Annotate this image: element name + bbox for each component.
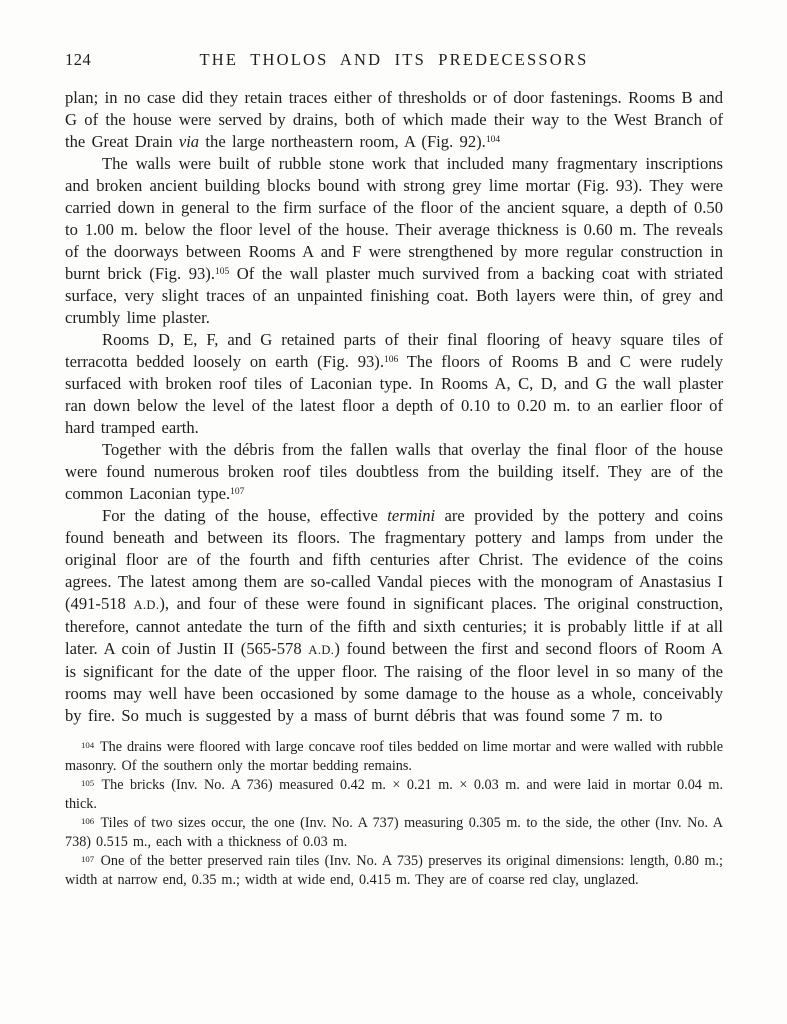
paragraph-3 — [65, 329, 723, 439]
footnote-107 — [65, 852, 723, 890]
paragraph-text: plan; in no case did they retain traces either of thresholds or of door fastenings. Rooms B and G of the house were served by drains, both of which made their way to the West Branch of the Great Drain — [65, 88, 723, 151]
footnote-text: The drains were floored with large concave roof tiles bedded on lime mortar and were walled with rubble masonry. Of the southern only the mortar bedding remains. — [65, 739, 723, 774]
footnote-text: The bricks (Inv. No. A 736) measured 0.42 m. × 0.21 m. × 0.03 m. and were laid in mortar 0.04 m. thick. — [65, 777, 723, 812]
footnote-ref-105: 105 — [214, 267, 230, 277]
footnote-106 — [65, 814, 723, 852]
paragraph-5 — [65, 505, 723, 727]
paragraph-text: are provided by the pottery and coins found beneath and between its floors. The fragmentary pottery and lamps from under the original floor are of the fourth and fifth centuries after Christ. The evidence of the coins agrees. The latest among them are so-called Vandal pieces with the monogram of Anastasius I (491-518 — [65, 506, 723, 613]
footnote-text: Tiles of two sizes occur, the one (Inv. No. A 737) measuring 0.305 m. to the side, the other (Inv. No. A 738) 0.515 m., each with a thickness of 0.03 m. — [65, 815, 723, 850]
paragraph-text: The floors of Rooms B and C were rudely surfaced with broken roof tiles of Laconian type. In Rooms A, C, D, and G the wall plaster ran down below the level of the latest floor a depth of 0.10 to 0.20 m. to an earlier floor of hard tramped earth. — [65, 352, 723, 437]
page-number: 124 — [65, 50, 92, 69]
footnote-ref-104: 104 — [485, 135, 501, 145]
footnote-ref-106: 106 — [383, 355, 399, 365]
paragraph-text: Rooms D, E, F, and G retained parts of their final flooring of heavy square tiles of terracotta bedded loosely on earth (Fig. 93). — [65, 330, 723, 371]
paragraph-text: Together with the débris from the fallen walls that overlay the final floor of the house were found numerous broken roof tiles doubtless from the building itself. They are of the common Laconian type. — [65, 440, 723, 503]
footnote-number: 107 — [81, 853, 95, 864]
footnote-number: 105 — [81, 777, 95, 788]
footnote-number: 104 — [81, 739, 95, 750]
paragraph-2 — [65, 153, 723, 329]
footnote-number: 106 — [81, 815, 95, 826]
footnote-105 — [65, 776, 723, 814]
paragraph-text: the large northeastern room, A (Fig. 92). — [199, 132, 486, 151]
page-content — [65, 50, 723, 890]
paragraph-text: ), and four of these were found in significant places. The original construction, therefore, cannot antedate the turn of the fifth and sixth centuries; it is probably little if at all later. A coin of Justin II (565-578 — [65, 594, 723, 658]
running-title: THE THOLOS AND ITS PREDECESSORS — [199, 50, 589, 69]
paragraph-4 — [65, 439, 723, 505]
footnote-ref-107: 107 — [230, 487, 245, 497]
running-head — [65, 50, 723, 70]
page-body — [65, 87, 723, 727]
paragraph-text: The walls were built of rubble stone work that included many fragmentary inscriptions and broken ancient building blocks bound with strong grey lime mortar (Fig. 93). They were carried down in general to the firm surface of the floor of the ancient square, a depth of 0.50 to 1.00 m. below the floor level of the house. Their average thickness is 0.60 m. The reveals of the doorways between Rooms A and F were strengthened by more regular construction in burnt brick (Fig. 93). — [65, 154, 723, 283]
italic-term: termini — [387, 506, 436, 525]
paragraph-text: ) found between the first and second floors of Room A is significant for the date of the upper floor. The raising of the floor level in so many of the rooms may well have been occasioned by some damage to the house as a whole, conceivably by fire. So much is suggested by a mass of burnt débris that was found some 7 m. to — [65, 639, 723, 725]
small-caps-ad: A.D. — [133, 598, 160, 612]
footnote-104 — [65, 738, 723, 776]
italic-term: via — [178, 132, 200, 151]
footnotes-section — [65, 738, 723, 890]
small-caps-ad: A.D. — [308, 643, 335, 657]
paragraph-text: Of the wall plaster much survived from a backing coat with striated surface, very slight traces of an unpainted finishing coat. Both layers were thin, of grey and crumbly lime plaster. — [65, 264, 723, 327]
paragraph-1 — [65, 87, 723, 153]
footnote-text: One of the better preserved rain tiles (Inv. No. A 735) preserves its original dimensions: length, 0.80 m.; width at narrow end, 0.35 m.; width at wide end, 0.415 m. They are of coarse red clay, unglazed. — [65, 853, 723, 888]
paragraph-text: For the dating of the house, effective — [102, 506, 388, 525]
